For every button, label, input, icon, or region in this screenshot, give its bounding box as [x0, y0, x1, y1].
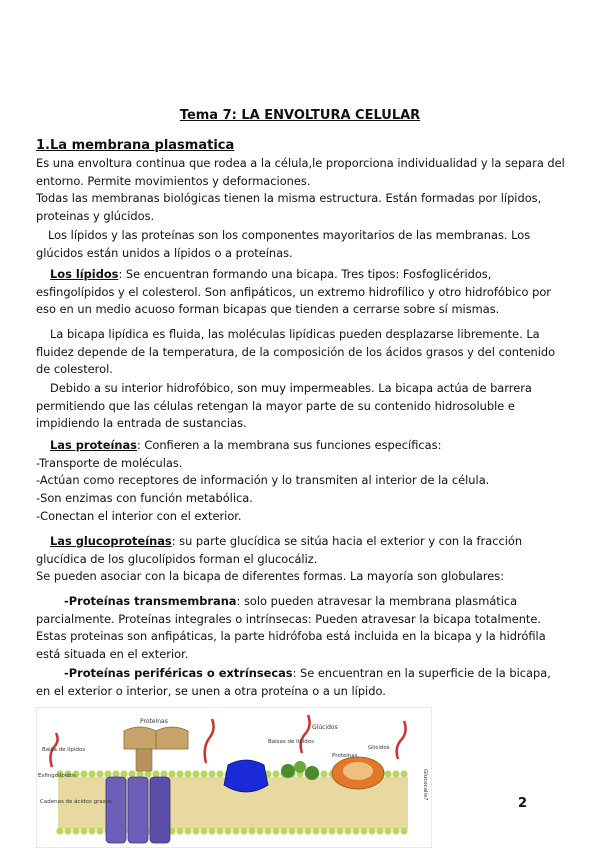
transmembrane-protein [106, 777, 126, 843]
perifericas-label: -Proteínas periféricas o extrínsecas [64, 666, 293, 680]
transmembrana-text: : solo pueden atravesar la membrana plasmática parcialmente. Proteínas integrales o intrínsecas: Pueden atravesar la bicapa totalmente. Estas proteinas son anfipáticas, la parte hidrófoba está incluida en la bicapa y la hidrófila está situada en el exterior. [36, 594, 546, 661]
paragraph-transmembrana [36, 593, 566, 663]
paragraph-3: Los lípidos y las proteínas son los componentes mayoritarios de las membranas. Los glúcidos están unidos a lípidos o a proteínas. [36, 228, 531, 260]
lipid-head [56, 827, 63, 834]
paragraph-lipidos [36, 266, 566, 319]
label-proteinas: Proteínas [140, 718, 168, 725]
protein-shape [124, 727, 156, 749]
paragraph-perifericas [36, 665, 566, 700]
label-glicidos: Glicidos [368, 745, 390, 751]
lipid-head [88, 770, 95, 777]
lipid-head [208, 827, 215, 834]
lipid-head [136, 770, 143, 777]
peripheral-protein [343, 762, 373, 780]
lipid-head [176, 770, 183, 777]
green-molecule [281, 764, 295, 778]
lipid-head [144, 770, 151, 777]
section-title: 1.La membrana plasmatica [36, 138, 235, 153]
lipid-head [288, 827, 295, 834]
lipid-head [232, 827, 239, 834]
paragraph-proteinas [36, 437, 566, 455]
label-glucocalix: Glucocalix? [422, 769, 428, 801]
lipid-head [376, 827, 383, 834]
label-cadenas: Cadenas de ácidos grasos [40, 799, 112, 805]
lipid-head [224, 827, 231, 834]
paragraph-fluidez: La bicapa lipídica es fluida, las moléculas lipídicas pueden desplazarse libremente. La fluidez depende de la temperatura, de la composición de los ácidos grasos y del contenido de colesterol. [36, 327, 556, 376]
lipid-head [344, 827, 351, 834]
lipid-head [296, 827, 303, 834]
lipid-head [200, 770, 207, 777]
lipid-head [152, 770, 159, 777]
lipid-head [208, 770, 215, 777]
lipid-head [360, 827, 367, 834]
lipid-head [184, 827, 191, 834]
blue-protein [224, 760, 268, 792]
protein-shape [136, 749, 152, 771]
lipid-head [64, 827, 71, 834]
transmembrane-protein [150, 777, 170, 843]
lipid-head [112, 770, 119, 777]
page-number: 2 [518, 796, 528, 811]
list-item: -Actúan como receptores de información y lo transmiten al interior de la célula. [36, 473, 490, 487]
lipid-head [280, 827, 287, 834]
lipid-head [256, 827, 263, 834]
lipid-head [184, 770, 191, 777]
label-balsa: Balsa de lípidos [42, 747, 86, 753]
label-proteinas-2: Proteínas [332, 753, 358, 759]
lipid-head [392, 770, 399, 777]
glucoproteinas-text: : su parte glucídica se sitúa hacia el exterior y con la fracción glucídica de los glucolípidos forman el glucocáliz. [36, 534, 523, 566]
lipid-head [320, 770, 327, 777]
lipid-head [304, 827, 311, 834]
lipid-head [96, 770, 103, 777]
paragraph-impermeable: Debido a su interior hidrofóbico, son muy impermeables. La bicapa actúa de barrera permitiendo que las células retengan la mayor parte de su contenido hidrosoluble e impidiendo la entrada de sustancias. [36, 381, 532, 430]
lipid-head [400, 827, 407, 834]
paragraph-2: Todas las membranas biológicas tienen la misma estructura. Están formadas por lípidos, proteinas y glúcidos. [36, 191, 542, 223]
lipid-head [352, 827, 359, 834]
lipid-head [128, 770, 135, 777]
glucoproteinas-label: Las glucoproteínas [50, 534, 172, 548]
lipid-head [400, 770, 407, 777]
transmembrana-label: -Proteínas transmembrana [64, 594, 237, 608]
lipid-head [272, 827, 279, 834]
list-item: -Son enzimas con función metabólica. [36, 491, 253, 505]
lipid-head [272, 770, 279, 777]
lipid-head [368, 827, 375, 834]
proteinas-label: Las proteínas [50, 438, 137, 452]
lipid-head [168, 770, 175, 777]
list-item: -Transporte de moléculas. [36, 456, 183, 470]
protein-shape [156, 727, 188, 749]
proteinas-text: : Confieren a la membrana sus funciones específicas: [136, 438, 442, 452]
lipid-head [384, 827, 391, 834]
lipid-head [80, 770, 87, 777]
lipid-head [192, 770, 199, 777]
lipid-head [264, 827, 271, 834]
green-molecule [294, 761, 306, 773]
lipidos-text: : Se encuentran formando una bicapa. Tres tipos: Fosfoglicéridos, esfingolípidos y el colesterol. Son anfipáticos, un extremo hidrofílico y otro hidrofóbico por eso en un medio acuoso forman bicapas que tienden a cerrarse sobre sí mismas. [36, 267, 551, 316]
page-title: Tema 7: LA ENVOLTURA CELULAR [179, 108, 421, 123]
lipid-head [120, 770, 127, 777]
list-item: -Conectan el interior con el exterior. [36, 509, 242, 523]
membrane-diagram [36, 707, 432, 848]
lipid-head [216, 827, 223, 834]
transmembrane-protein [128, 777, 148, 843]
label-esfingolipidos: Esfingolípidos [38, 773, 76, 779]
lipid-head [216, 770, 223, 777]
lipid-head [160, 770, 167, 777]
lipid-head [312, 827, 319, 834]
paragraph-glucoproteinas [36, 533, 566, 568]
lipid-head [96, 827, 103, 834]
label-glucidos: Glúcidos [312, 724, 338, 731]
lipid-head [320, 827, 327, 834]
lipid-head [88, 827, 95, 834]
lipid-head [248, 827, 255, 834]
label-balsas: Balsas de lípidos [268, 739, 314, 745]
lipid-head [328, 827, 335, 834]
lipid-head [336, 827, 343, 834]
green-molecule [305, 766, 319, 780]
lipid-head [384, 770, 391, 777]
lipid-head [104, 770, 111, 777]
lipid-head [80, 827, 87, 834]
lipid-head [240, 827, 247, 834]
paragraph-asociacion: Se pueden asociar con la bicapa de diferentes formas. La mayoría son globulares: [36, 569, 505, 583]
lipid-head [176, 827, 183, 834]
lipid-head [72, 827, 79, 834]
lipid-head [200, 827, 207, 834]
paragraph-1: Es una envoltura continua que rodea a la célula,le proporciona individualidad y la separa del entorno. Permite movimientos y deformaciones. [36, 156, 565, 188]
lipid-head [392, 827, 399, 834]
lipidos-label: Los lípidos [50, 267, 119, 281]
lipid-head [192, 827, 199, 834]
perifericas-text: : Se encuentran en la superficie de la bicapa, en el exterior o interior, se unen a otra proteína o a un lípido. [36, 666, 551, 698]
